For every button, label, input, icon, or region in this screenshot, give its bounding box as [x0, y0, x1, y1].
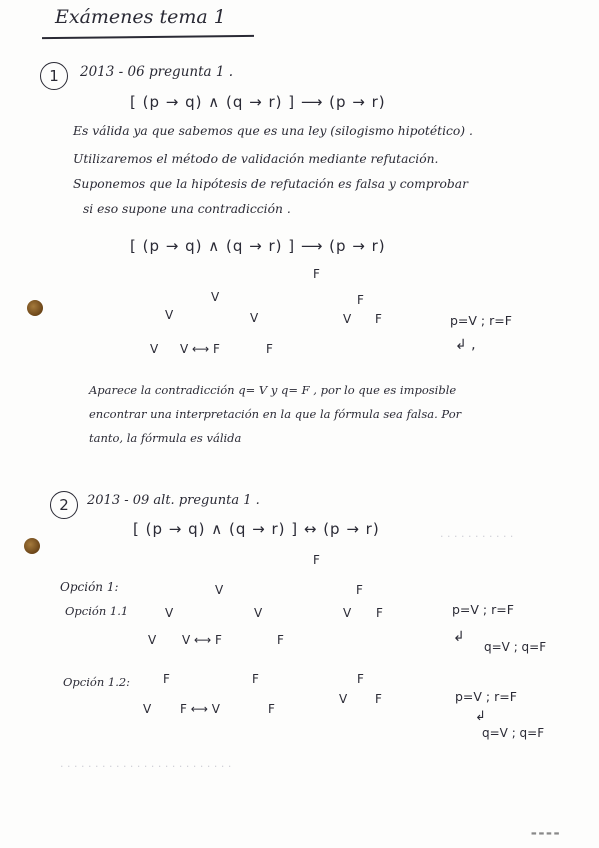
q1-paragraph-line-2: Utilizaremos el método de validación mediante refutación.	[73, 152, 439, 166]
q1-mark-r-f: F	[375, 312, 382, 326]
q1-mark-and-v: V	[211, 290, 220, 304]
question-1-number: 1	[40, 62, 68, 90]
q1-mark-main-f: F	[313, 267, 320, 281]
q2-opt12-and-f: F	[163, 672, 170, 686]
binder-hole-bottom	[24, 538, 40, 554]
q1-conclusion-line-1: Aparece la contradicción q= V y q= F , por lo que es imposible	[89, 383, 457, 397]
q2-opt1-r-f: F	[376, 606, 383, 620]
q2-opt12-row3-f2: F	[268, 702, 275, 716]
q2-opt1-note-1: p=V ; r=F	[452, 602, 514, 617]
q1-side-arrow: ↲ ,	[455, 337, 476, 353]
question-2-formula: [ (p → q) ∧ (q → r) ] ↔ (p → r)	[133, 520, 380, 538]
q2-opt1-and-v: V	[215, 583, 224, 597]
page-footer-mark: ▬ ▬ ▬ ▬	[531, 830, 560, 837]
q1-mark-row3-v1: V	[150, 342, 159, 356]
question-1-formula: [ (p → q) ∧ (q → r) ] ⟶ (p → r)	[130, 93, 386, 111]
q2-opt12-rhs-f: F	[357, 672, 364, 686]
q1-conclusion-line-3: tanto, la fórmula es válida	[89, 431, 242, 445]
q1-side-note: p=V ; r=F	[450, 313, 512, 328]
q1-paragraph-line-1: Es válida ya que sabemos que es una ley (silogismo hipotético) .	[73, 124, 473, 138]
q2-opt1-row3-v2: V ⟷ F	[182, 633, 222, 647]
q1-mark-row3-v2: V ⟷ F	[180, 342, 220, 356]
q2-opt1-note-2: q=V ; q=F	[484, 640, 547, 654]
q2-opt12-row3-v1: V	[143, 702, 152, 716]
q2-opt1-row3-v1: V	[148, 633, 157, 647]
q1-mark-p-v: V	[343, 312, 352, 326]
q2-opt12-row3-f: F ⟷ V	[180, 702, 220, 716]
q1-mark-right-v: V	[250, 311, 259, 325]
q2-option-1-1-label: Opción 1.1	[65, 604, 129, 618]
q1-mark-rhs-f: F	[357, 293, 364, 307]
q2-opt1-p-v: V	[343, 606, 352, 620]
q2-opt1-arrow-icon: ↲	[453, 629, 465, 645]
q2-mark-main-f: F	[313, 553, 320, 567]
q2-opt1-right-v: V	[254, 606, 263, 620]
binder-hole-top	[27, 300, 43, 316]
q2-opt1-rhs-f: F	[356, 583, 363, 597]
q2-option-1-label: Opción 1:	[60, 580, 119, 594]
q1-paragraph-line-3: Suponemos que la hipótesis de refutación es falsa y comprobar	[73, 177, 468, 191]
page-title: Exámenes tema 1	[55, 6, 226, 28]
q2-opt12-p-v: V	[339, 692, 348, 706]
q1-mark-left-v: V	[165, 308, 174, 322]
q2-opt12-note-2: q=V ; q=F	[482, 726, 545, 740]
q2-opt12-note-1: p=V ; r=F	[455, 689, 517, 704]
q2-opt12-r-f: F	[375, 692, 382, 706]
bleed-through-text-right: · · · · · · · · · · ·	[440, 530, 514, 543]
question-1-header: 2013 - 06 pregunta 1 .	[80, 64, 234, 80]
question-2-header: 2013 - 09 alt. pregunta 1 .	[87, 493, 260, 508]
q1-paragraph-line-4: si eso supone una contradicción .	[83, 202, 291, 216]
question-2-number: 2	[50, 491, 78, 519]
q1-conclusion-line-2: encontrar una interpretación en la que la fórmula sea falsa. Por	[89, 407, 462, 421]
q2-opt12-arrow-icon: ↲	[475, 709, 486, 724]
bleed-through-text: · · · · · · · · · · · · · · · · · · · · · · · · ·	[60, 760, 232, 773]
q2-opt1-left-v: V	[165, 606, 174, 620]
title-underline	[42, 35, 254, 39]
q2-option-1-2-label: Opción 1.2:	[63, 675, 131, 689]
q2-opt1-row3-f: F	[277, 633, 284, 647]
q1-mark-row3-f: F	[266, 342, 273, 356]
q1-refutation-formula: [ (p → q) ∧ (q → r) ] ⟶ (p → r)	[130, 237, 386, 255]
q2-opt12-mid-f: F	[252, 672, 259, 686]
